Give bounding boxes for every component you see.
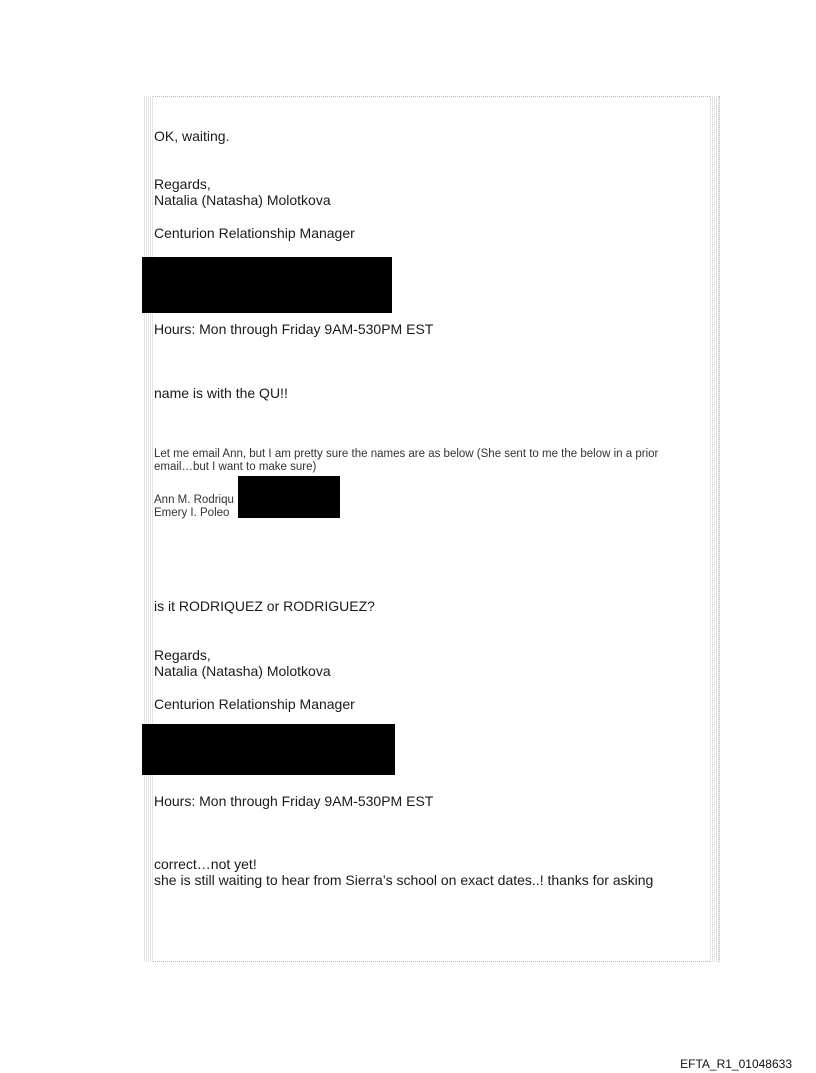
right-quote-rail bbox=[710, 96, 719, 962]
redaction-block bbox=[142, 724, 395, 775]
redaction-block bbox=[238, 476, 340, 518]
message-body: is it RODRIQUEZ or RODRIGUEZ? bbox=[154, 598, 375, 614]
signature-hours: Hours: Mon through Friday 9AM-530PM EST bbox=[154, 321, 434, 337]
name-entry: Emery I. Poleo bbox=[154, 507, 230, 519]
signature-title: Centurion Relationship Manager bbox=[154, 225, 355, 241]
message-line: correct…not yet! bbox=[154, 856, 257, 872]
signature-title: Centurion Relationship Manager bbox=[154, 696, 355, 712]
message-line: she is still waiting to hear from Sierra’s school on exact dates..! thanks for asking bbox=[154, 872, 654, 888]
left-quote-rail bbox=[144, 96, 153, 962]
name-entry: Ann M. Rodriqu bbox=[154, 494, 234, 506]
signature-regards: Regards, bbox=[154, 176, 211, 192]
message-body: name is with the QU!! bbox=[154, 385, 288, 401]
signature-name: Natalia (Natasha) Molotkova bbox=[154, 663, 331, 679]
message-line: Let me email Ann, but I am pretty sure the names are as below (She sent to me the below in a prior bbox=[154, 448, 659, 460]
signature-regards: Regards, bbox=[154, 647, 211, 663]
message-line: email…but I want to make sure) bbox=[154, 461, 317, 473]
signature-hours: Hours: Mon through Friday 9AM-530PM EST bbox=[154, 793, 434, 809]
redaction-block bbox=[142, 257, 392, 313]
signature-name: Natalia (Natasha) Molotkova bbox=[154, 192, 331, 208]
document-id: EFTA_R1_01048633 bbox=[680, 1057, 792, 1071]
message-body: OK, waiting. bbox=[154, 128, 230, 144]
